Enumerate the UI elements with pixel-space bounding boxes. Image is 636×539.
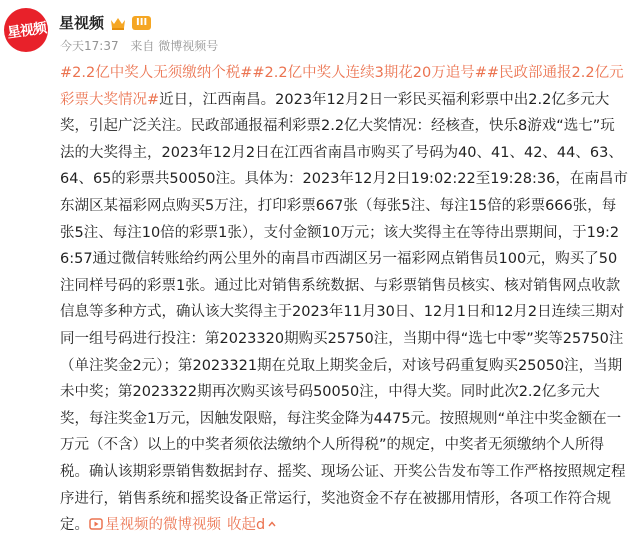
post-meta [60,37,218,54]
chevron-up-icon [268,521,276,527]
avatar-logo-text: 星视频 [5,20,47,42]
post-header [59,12,151,33]
video-link[interactable] [89,517,221,533]
author-name[interactable]: 星视频 [59,14,105,32]
source-prefix: 来自 [130,39,155,53]
fold-button[interactable] [227,517,276,533]
video-link-label: 星视频的微博视频 [105,517,221,534]
crown-icon [110,16,126,30]
fold-label: 收起d [227,517,266,534]
topic-tag-chasing[interactable]: #2.2亿中奖人连续3期花20万追号##民政部通报2.2亿元彩票大奖情况# [60,65,624,108]
level-badge: III [132,16,151,30]
post-time[interactable]: 今天17:37 [60,39,119,53]
link-play-icon [89,517,103,531]
topic-tag-tax[interactable]: #2.2亿中奖人无须缴纳个税# [60,65,253,81]
post-body-text: 近日，江西南昌。2023年12月2日一彩民买福利彩票中出2.2亿多元大奖，引起广泛关注。民政部通报福利彩票2.2亿大奖情况：经核查，快乐8游戏“选七”玩法的大奖得主，2023年12月2日在江西省南昌市购买了号码为40、41、42、44、63、64、65的彩票共50050注。具体为：2023年12月2日19:02:22至19:28:36，在南昌市东湖区某福彩网点购买5万注，打印彩票667张（每张5注、每注15倍的彩票666张，每张5注、每注10倍的彩票1张），支付金额10万元；该大奖得主在等待出票期间，于19:26:57通过微信转账给约两公里外的南昌市西湖区另一福彩网点销售员100元，购买了50注同样号码的彩票1张。通过比对销售系统数据、与彩票销售员核实、核对销售网点收款信息等多种方式，确认该大奖得主于2023年11月30日、12月1日和12月2日连续三期对同一组号码进行投注：第2023320期购买25750注，当期中得“选七中零”奖等25750注（单注奖金2元）；第2023321期在兑取上期奖金后，对该号码重复购买25050注，当期未中奖；第2023322期再次购买该号码50050注，中得大奖。同时此次2.2亿多元大奖，每注奖金1万元，因触发限赔，每注奖金降为4475元。按照规则“单注中奖金额在一万元（不含）以上的中奖者须依法缴纳个人所得税”的规定，中奖者无须缴纳个人所得税。确认该期彩票销售数据封存、摇奖、现场公证、开奖公告发布等工作严格按照规定程序进行，销售系统和摇奖设备正常运行，奖池资金不存在被挪用情形，各项工作符合规定。 [60,91,628,534]
post-content [60,60,628,539]
avatar[interactable] [4,8,48,52]
post-source[interactable]: 微博视频号 [158,39,219,53]
